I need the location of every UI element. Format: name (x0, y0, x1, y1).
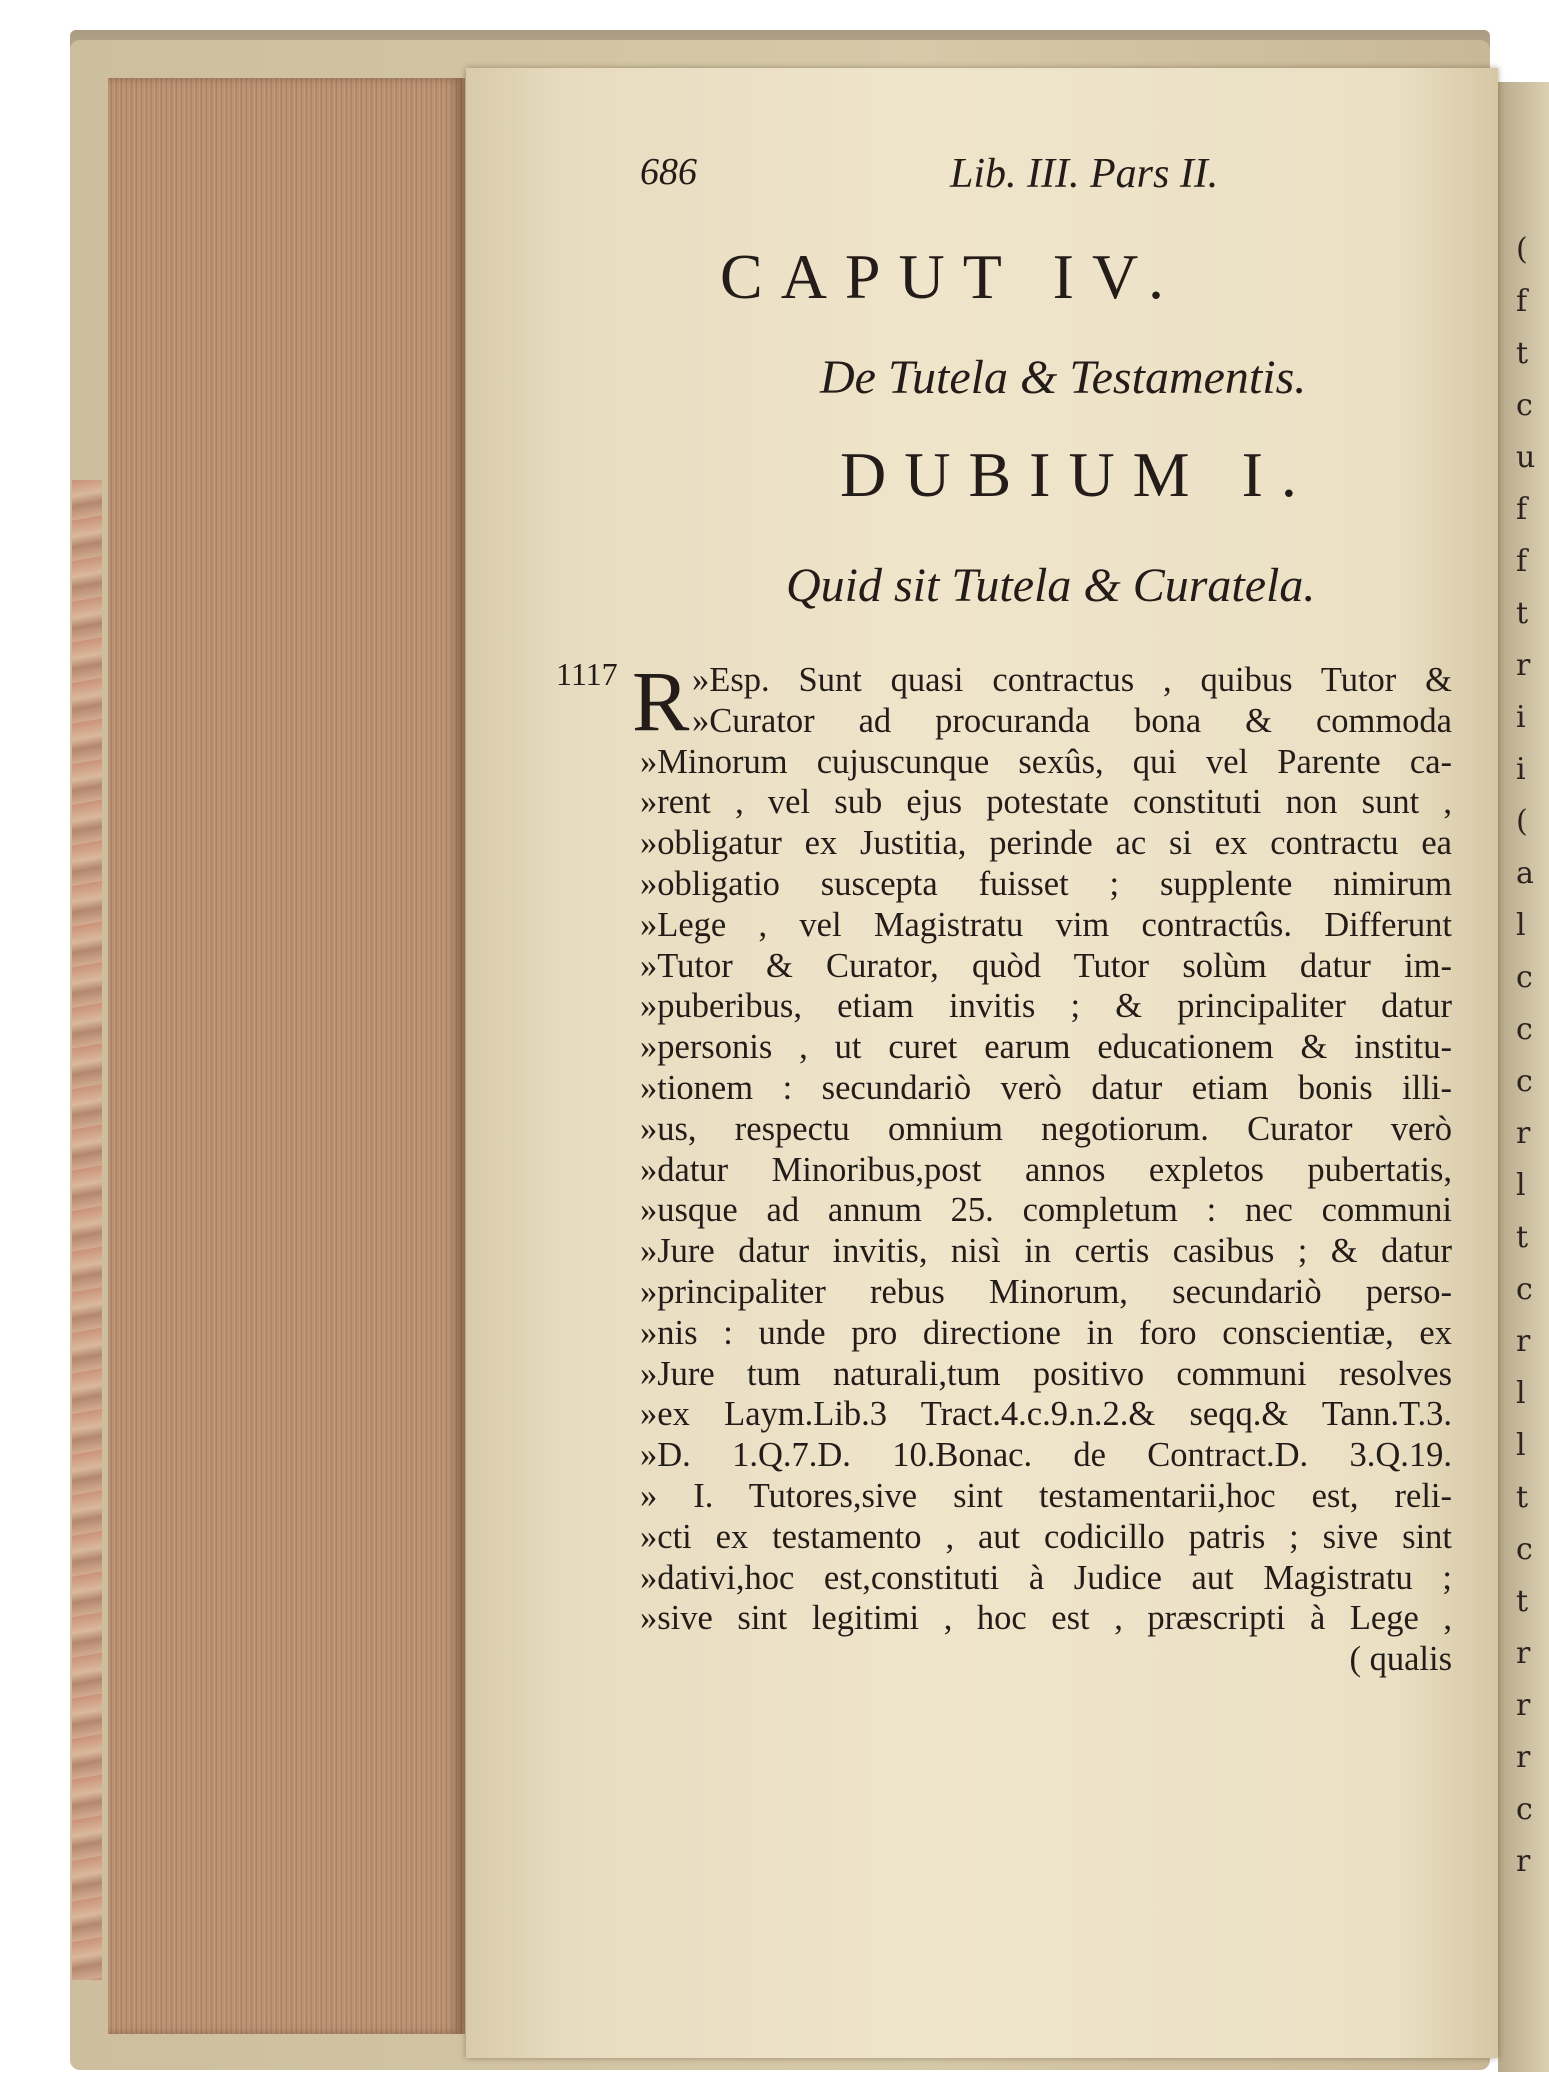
facing-page-letter: c (1516, 1012, 1533, 1047)
chapter-subtitle: De Tutela & Testamentis. (820, 351, 1307, 404)
facing-page-letter: c (1516, 960, 1533, 995)
chapter-title: CAPUT IV. (720, 241, 1182, 312)
facing-page-letter: ( (1516, 232, 1528, 267)
marbled-endpaper (72, 480, 102, 1980)
text-line-content: »Esp. Sunt quasi contractus , quibus Tutor & (692, 661, 1452, 699)
facing-page-letter: l (1516, 908, 1526, 943)
text-line: »dativi,hoc est,constituti à Judice aut Magistratu ; (640, 1558, 1452, 1597)
text-line: » I. Tutores,sive sint testamentarii,hoc est, reli- (640, 1476, 1452, 1515)
facing-page-letter: c (1516, 1064, 1533, 1099)
text-line: »Jure tum naturali,tum positivo communi resolves (640, 1354, 1452, 1393)
text-line: »tionem : secundariò verò datur etiam bonis illi- (640, 1068, 1452, 1107)
facing-page-letter: f (1516, 544, 1528, 579)
facing-page-letter: l (1516, 1168, 1526, 1203)
facing-page-letter: c (1516, 1792, 1533, 1827)
facing-page-edge (1498, 82, 1549, 2072)
body-text (632, 653, 1452, 1680)
facing-page-letter: r (1516, 1636, 1531, 1671)
drop-cap: R (632, 653, 690, 749)
facing-page-letter: ( (1516, 804, 1528, 839)
text-line: »us, respectu omnium negotiorum. Curator verò (640, 1109, 1452, 1148)
text-line: »nis : unde pro directione in foro conscientiæ, ex (640, 1313, 1452, 1352)
text-line: »Tutor & Curator, quòd Tutor solùm datur im- (640, 946, 1452, 985)
text-line: »cti ex testamento , aut codicillo patris ; sive sint (640, 1517, 1452, 1556)
facing-page-letter: l (1516, 1376, 1526, 1411)
text-line: »obligatio suscepta fuisset ; supplente nimirum (640, 864, 1452, 903)
text-line: »Jure datur invitis, nisì in certis casibus ; & datur (640, 1232, 1452, 1271)
facing-page-letter: f (1516, 492, 1528, 527)
facing-page-letter: t (1516, 1584, 1529, 1619)
facing-page-letter: t (1516, 1480, 1529, 1515)
section-title: DUBIUM I. (840, 439, 1315, 510)
page-edges (108, 78, 465, 2034)
catchword: ( qualis (1349, 1640, 1452, 1679)
facing-page-letter: r (1516, 1740, 1531, 1775)
text-line: »Curator ad procuranda bona & commoda (692, 701, 1452, 740)
facing-page-letter: i (1516, 752, 1526, 787)
text-line: »usque ad annum 25. completum : nec communi (640, 1191, 1452, 1230)
text-line: »D. 1.Q.7.D. 10.Bonac. de Contract.D. 3.Q.19. (640, 1436, 1452, 1475)
facing-page-letter: r (1516, 1844, 1531, 1879)
facing-page-letter: t (1516, 336, 1529, 371)
facing-page-letter: c (1516, 1272, 1533, 1307)
facing-page-letter: u (1516, 440, 1536, 475)
facing-page-letter: c (1516, 1532, 1533, 1567)
text-line: »personis , ut curet earum educationem & institu- (640, 1028, 1452, 1067)
facing-page-letter: c (1516, 388, 1533, 423)
facing-page-letter: r (1516, 648, 1531, 683)
facing-page-letter: r (1516, 1688, 1531, 1723)
margin-paragraph-number: 1117 (556, 656, 618, 692)
text-line: »sive sint legitimi , hoc est , præscripti à Lege , (640, 1599, 1452, 1638)
facing-page-letter: i (1516, 700, 1526, 735)
facing-page-letter: f (1516, 284, 1528, 319)
running-head: Lib. III. Pars II. (950, 151, 1219, 197)
text-line: »obligatur ex Justitia, perinde ac si ex contractu ea (640, 824, 1452, 863)
text-line: »rent , vel sub ejus potestate constituti non sunt , (640, 783, 1452, 822)
text-line: »puberibus, etiam invitis ; & principaliter datur (640, 987, 1452, 1026)
text-line: »ex Laym.Lib.3 Tract.4.c.9.n.2.& seqq.& Tann.T.3. (640, 1395, 1452, 1434)
facing-page-letter: r (1516, 1116, 1531, 1151)
facing-page-letter: t (1516, 596, 1529, 631)
text-line: »Minorum cujuscunque sexûs, qui vel Parente ca- (640, 742, 1452, 781)
section-question: Quid sit Tutela & Curatela. (786, 559, 1316, 612)
page-header (640, 150, 1340, 200)
facing-page-letter: a (1516, 856, 1534, 891)
text-line: »Lege , vel Magistratu vim contractûs. Differunt (640, 905, 1452, 944)
page-number: 686 (640, 151, 697, 193)
text-line: »principaliter rebus Minorum, secundariò perso- (640, 1272, 1452, 1311)
facing-page-letter: l (1516, 1428, 1526, 1463)
text-line: »datur Minoribus,post annos expletos pubertatis, (640, 1150, 1452, 1189)
facing-page-letter: t (1516, 1220, 1529, 1255)
facing-page-letter: r (1516, 1324, 1531, 1359)
